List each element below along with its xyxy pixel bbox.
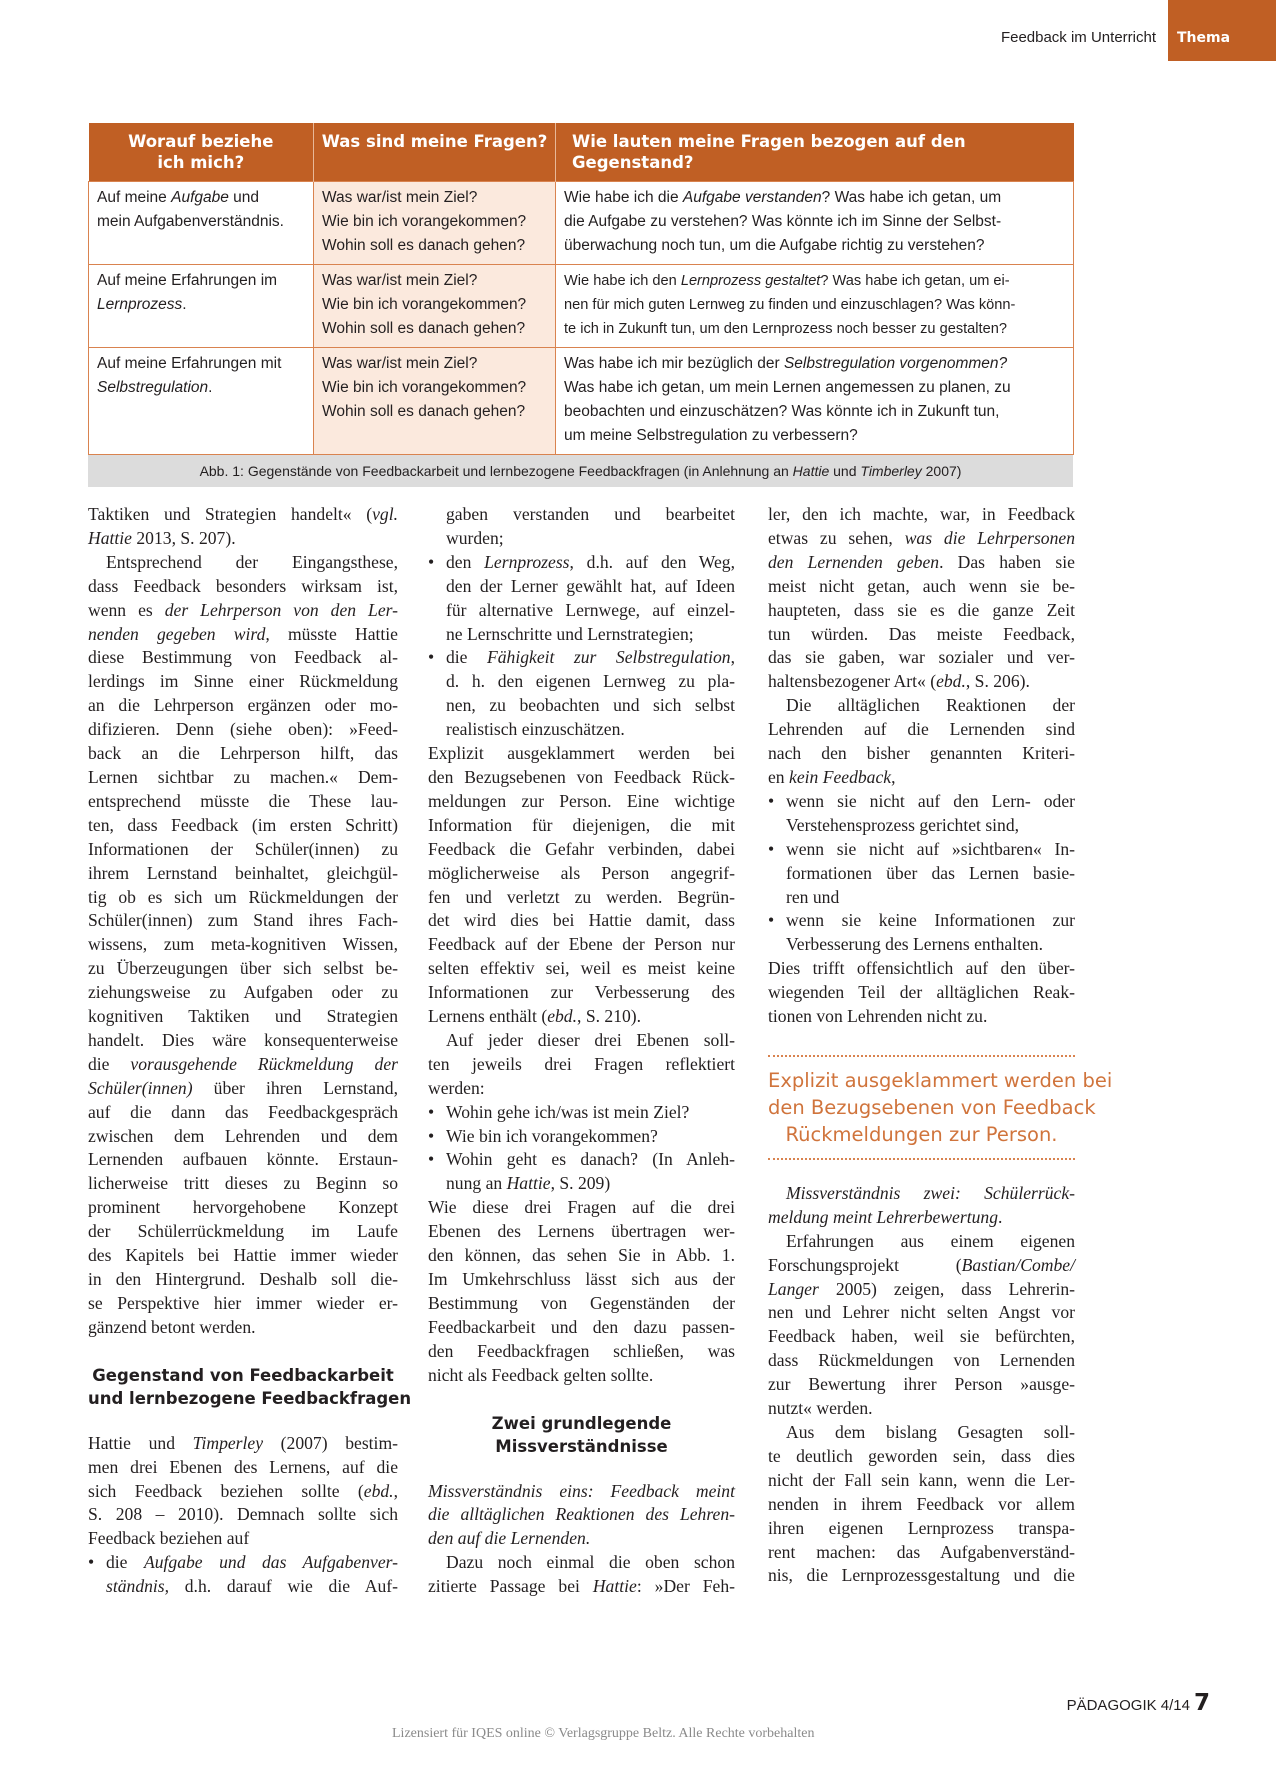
paragraph: Die alltäglichen Reaktionen der Lehrenden auf die Lernenden sind nach den bisher genannten Kriteri- en kein Feedback, (768, 695, 1075, 787)
list-item: • die Aufgabe und das Aufgabenver- ständnis, d.h. darauf wie die Auf- (88, 1551, 398, 1599)
cell-detailed-questions: Wie habe ich die Aufgabe verstanden? Was habe ich getan, um die Aufgabe zu verstehen? Was könnte ich im Sinne der Selbst- überwachung noch tun, um die Aufgabe richtig zu verstehen? (556, 182, 1074, 265)
text-column-3 (768, 503, 1113, 1588)
table-header-row (89, 123, 1074, 182)
paragraph: Entsprechend der Eingangsthese, dass Feedback besonders wirksam ist, wenn es der Lehrperson von den Ler- nenden gegeben wird, müsste Hattie diese Bestimmung von Feedback al- lerdings im Sinne einer Rückmeldung an die Lehrperson ergänzen oder mo- difizieren. Denn (siehe oben): »Feed- back an die Lehrperson hilft, das Lernen sichtbar zu machen.« Dem- entsprechend müsste die These lau- ten, dass Feedback (im ersten Schritt) Informationen der Schüler(innen) zu ihrem Lernstand beinhaltet, gleichgül- tig ob es sich um Rückmeldungen der Schüler(innen) zum Stand ihres Fach- wissens, zum meta-kognitiven Wissen, zu Überzeugungen über sich selbst be- ziehungsweise zu Aufgaben oder zu kognitiven Taktiken und Strategien handelt. Dies wäre konsequenterweise die vorausgehende Rückmeldung der Schüler(innen) über ihren Lernstand, auf die dann das Feedbackgespräch zwischen dem Lehrenden und dem Lernenden aufbauen könnte. Erstaun- licherweise tritt dieses zu Beginn so prominent hervorgehobene Konzept der Schülerrückmeldung im Laufe des Kapitels bei Hattie immer wieder in den Hintergrund. Deshalb soll die- se Perspektive hier immer wieder er- gänzend betont werden. (88, 551, 398, 1337)
column-header-reference: Worauf beziehe ich mich? (89, 123, 314, 182)
feedback-questions-table (88, 123, 1074, 455)
list-item: • wenn sie nicht auf den Lern- oder Verstehensprozess gerichtet sind, (768, 790, 1075, 838)
cell-questions: Was war/ist mein Ziel? Wie bin ich vorangekommen? Wohin soll es danach gehen? (314, 182, 556, 265)
section-heading: Zwei grundlegende Missverständnisse (491, 1413, 672, 1456)
section-heading: Gegenstand von Feedbackarbeit und lernbezogene Feedbackfragen (88, 1365, 412, 1408)
table-row (89, 265, 1074, 348)
paragraph: Aus dem bislang Gesagten soll- te deutlich geworden sein, dass dies nicht der Fall sein kann, wenn die Ler- nenden in ihrem Feedback vor allem ihren eigenen Lernprozess transpa- rent machen: das Aufgabenverständ- nis, die Lernprozessgestaltung und die (768, 1422, 1075, 1586)
pull-quote: Explizit ausgeklammert werden bei den Bezugsebenen von Feedback Rückmeldungen zur Person. (768, 1055, 1075, 1160)
cell-reference: Auf meine Erfahrungen mit Selbstregulation. (89, 348, 314, 455)
paragraph: Explizit ausgeklammert werden bei den Bezugsebenen von Feedback Rück- meldungen zur Person. Eine wichtige Information für diejenigen, die mit Feedback die Gefahr verbinden, dabei möglicherweise als Person angegrif- fen und verletzt zu werden. Begrün- det wird dies bei Hattie damit, dass Feedback auf der Ebene der Person nur selten effektiv sei, weil es meist keine Informationen zur Verbesserung des Lernens enthält (ebd., S. 210). (428, 743, 735, 1027)
paragraph: Taktiken und Strategien handelt« (vgl. Hattie 2013, S. 207). (88, 504, 398, 548)
list-item: • wenn sie nicht auf »sichtbaren« In- formationen über das Lernen basie- ren und (768, 838, 1075, 910)
table-row (89, 182, 1074, 265)
paragraph: Hattie und Timperley (2007) bestim- men drei Ebenen des Lernens, auf die sich Feedback beziehen sollte (ebd., S. 208 – 2010). Demnach sollte sich Feedback beziehen auf (88, 1432, 398, 1549)
magazine-issue: PÄDAGOGIK 4/14 (1066, 1697, 1190, 1714)
paragraph: ler, den ich machte, war, in Feedback etwas zu sehen, was die Lehrpersonen den Lernenden geben. Das haben sie meist nicht getan, auch wenn sie be- haupteten, dass sie es die ganze Zeit tun würden. Das meiste Feedback, das sie gaben, war sozialer und ver- haltensbezogener Art« (ebd., S. 206). (768, 504, 1075, 692)
list-item: • Wohin geht es danach? (In Anleh- nung an Hattie, S. 209) (428, 1148, 735, 1196)
list-item: • Wohin gehe ich/was ist mein Ziel? (428, 1101, 735, 1125)
cell-questions: Was war/ist mein Ziel? Wie bin ich vorangekommen? Wohin soll es danach gehen? (314, 265, 556, 348)
paragraph: Auf jeder dieser drei Ebenen soll- ten jeweils drei Fragen reflektiert werden: (428, 1029, 735, 1098)
running-title: Feedback im Unterricht (1000, 29, 1156, 46)
cell-reference: Auf meine Aufgabe und mein Aufgabenverständnis. (89, 182, 314, 265)
misunderstanding-2-lead: Missverständnis zwei: Schülerrück- meldung meint Lehrerbewertung. (768, 1182, 1075, 1227)
magazine-footer (1067, 1690, 1210, 1716)
section-tab-label: Thema (1177, 30, 1231, 46)
paragraph: Wie diese drei Fragen auf die drei Ebenen des Lernens übertragen wer- den können, das sehen Sie in Abb. 1. Im Umkehrschluss lässt sich aus der Bestimmung von Gegenständen der Feedbackarbeit und den dazu passen- den Feedbackfragen schließen, was nicht als Feedback gelten sollte. (428, 1197, 735, 1385)
list-item: • die Fähigkeit zur Selbstregulation, d. h. den eigenen Lernweg zu pla- nen, zu beobachten und sich selbst realistisch einzuschätzen. (428, 646, 735, 742)
list-item: • Wie bin ich vorangekommen? (428, 1125, 735, 1149)
misunderstanding-1-lead: Missverständnis eins: Feedback meint die alltäglichen Reaktionen des Lehren- den auf die Lernenden. (428, 1480, 735, 1549)
license-notice: Lizensiert für IQES online © Verlagsgruppe Beltz. Alle Rechte vorbehalten (392, 1726, 815, 1741)
page-number: 7 (1193, 1690, 1210, 1716)
cell-reference: Auf meine Erfahrungen im Lernprozess. (89, 265, 314, 348)
cell-detailed-questions: Was habe ich mir bezüglich der Selbstregulation vorgenommen? Was habe ich getan, um mein Lernen angemessen zu planen, zu beobachten und einzuschätzen? Was könnte ich in Zukunft tun, um meine Selbstregulation zu verbessern? (556, 348, 1074, 455)
figure-1 (88, 123, 1073, 487)
text-column-1 (88, 503, 412, 1599)
table-row (89, 348, 1074, 455)
paragraph: Erfahrungen aus einem eigenen Forschungsprojekt (Bastian/Combe/ Langer 2005) zeigen, dass Lehrerin- nen und Lehrer nicht selten Angst vor Feedback haben, weil sie befürchten, dass Rückmeldungen von Lernenden zur Bewertung ihrer Person »ausge- nutzt« werden. (768, 1230, 1075, 1419)
paragraph: Dies trifft offensichtlich auf den über- wiegenden Teil der alltäglichen Reak- tionen von Lehrenden nicht zu. (768, 958, 1075, 1027)
column-header-questions: Was sind meine Fragen? (314, 123, 556, 182)
section-tab (1168, 0, 1276, 61)
figure-caption: Abb. 1: Gegenstände von Feedbackarbeit und lernbezogene Feedbackfragen (in Anlehnung an Hattie und Timberley 2007) (88, 455, 1073, 487)
cell-detailed-questions: Wie habe ich den Lernprozess gestaltet? Was habe ich getan, um ei- nen für mich guten Lernweg zu finden und einzuschlagen? Was könn- te ich in Zukunft tun, um den Lernprozess noch besser zu gestalten? (556, 265, 1074, 348)
running-header (1001, 0, 1276, 61)
column-header-detailed-questions: Wie lauten meine Fragen bezogen auf den Gegenstand? (556, 123, 1074, 182)
list-item: • wenn sie keine Informationen zur Verbesserung des Lernens enthalten. (768, 909, 1075, 957)
text-column-2 (428, 503, 735, 1599)
list-item: • den Lernprozess, d.h. auf den Weg, den der Lerner gewählt hat, auf Ideen für alternative Lernwege, auf einzel- ne Lernschritte und Lernstrategien; (428, 551, 735, 647)
list-item-continuation: gaben verstanden und bearbeitet wurden; (446, 504, 735, 548)
cell-questions: Was war/ist mein Ziel? Wie bin ich vorangekommen? Wohin soll es danach gehen? (314, 348, 556, 455)
paragraph: Dazu noch einmal die oben schon zitierte Passage bei Hattie: »Der Feh- (428, 1552, 736, 1597)
